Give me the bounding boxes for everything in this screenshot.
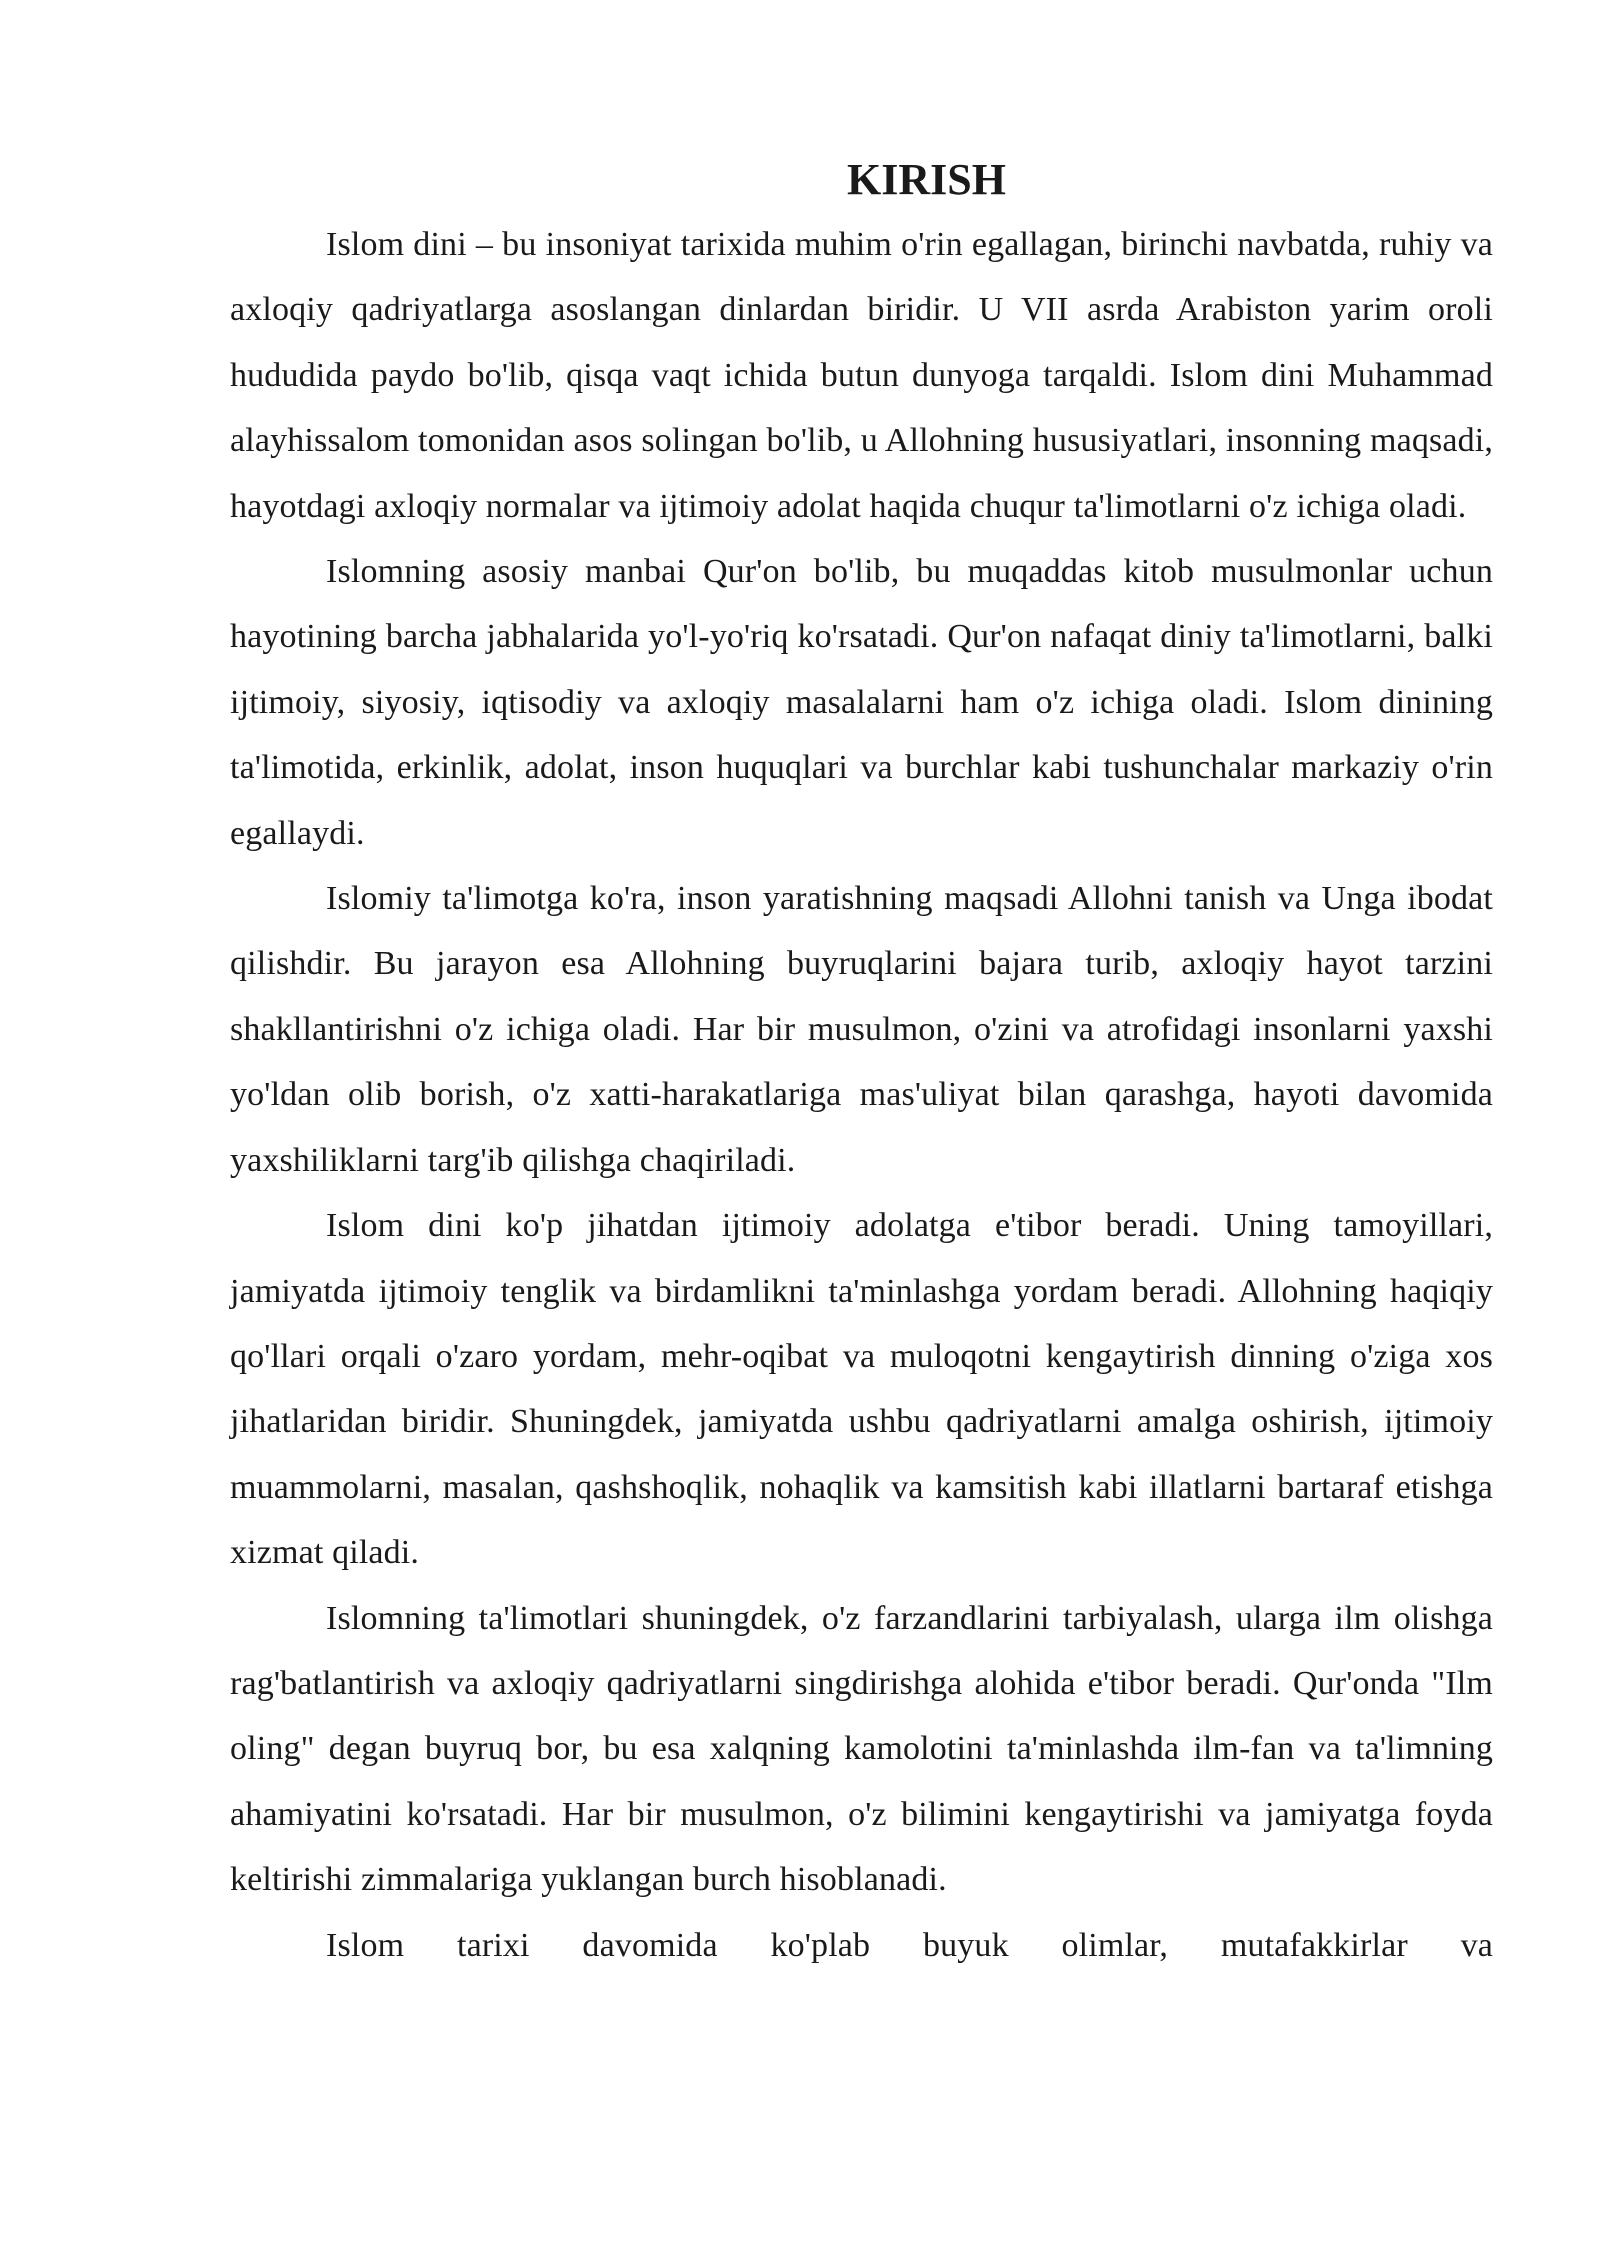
page-title: KIRISH bbox=[847, 155, 1006, 204]
paragraph-5: Islomning ta'limotlari shuningdek, o'z farzandlarini tarbiyalash, ularga ilm olishga rag'batlantirish va axloqiy qadriyatlarni singdirishga alohida e'tibor beradi. Qur'onda "Ilm oling" degan buyruq bor, bu esa xalqning kamolotini ta'minlashda ilm-fan va ta'limning ahamiyatini ko'rsatadi. Har bir musulmon, o'z bilimini kengaytirishi va jamiyatga foyda keltirishi zimmalariga yuklangan burch hisoblanadi. bbox=[230, 1599, 1493, 1899]
paragraph-3: Islomiy ta'limotga ko'ra, inson yaratishning maqsadi Allohni tanish va Unga ibodat qilishdir. Bu jarayon esa Allohning buyruqlarini bajara turib, axloqiy hayot tarzini shakllantirishni o'z ichiga oladi. Har bir musulmon, o'zini va atrofidagi insonlarni yaxshi yo'ldan olib borish, o'z xatti-harakatlariga mas'uliyat bilan qarashga, hayoti davomida yaxshiliklarni targ'ib qilishga chaqiriladi. bbox=[230, 880, 1493, 1179]
paragraph-4: Islom dini ko'p jihatdan ijtimoiy adolatga e'tibor beradi. Uning tamoyillari, jamiyatda ijtimoiy tenglik va birdamlikni ta'minlashga yordam beradi. Allohning haqiqiy qo'llari orqali o'zaro yordam, mehr-oqibat va muloqotni kengaytirish dinning o'ziga xos jihatlaridan biridir. Shuningdek, jamiyatda ushbu qadriyatlarni amalga oshirish, ijtimoiy muammolarni, masalan, qashshoqlik, nohaqlik va kamsitish kabi illatlarni bartaraf etishga xizmat qiladi. bbox=[230, 1207, 1493, 1572]
paragraph-6: Islom tarixi davomida ko'plab buyuk olimlar, mutafakkirlar va bbox=[326, 1926, 1493, 1964]
page-content bbox=[230, 150, 1493, 1978]
paragraph-1: Islom dini – bu insoniyat tarixida muhim o'rin egallagan, birinchi navbatda, ruhiy va axloqiy qadriyatlarga asoslangan dinlardan biridir. U VII asrda Arabiston yarim oroli hududida paydo bo'lib, qisqa vaqt ichida butun dunyoga tarqaldi. Islom dini Muhammad alayhissalom tomonidan asos solingan bo'lib, u Allohning hususiyatlari, insonning maqsadi, hayotdagi axloqiy normalar va ijtimoiy adolat haqida chuqur ta'limotlarni o'z ichiga oladi. bbox=[230, 226, 1493, 525]
paragraph-2: Islomning asosiy manbai Qur'on bo'lib, bu muqaddas kitob musulmonlar uchun hayotining barcha jabhalarida yo'l-yo'riq ko'rsatadi. Qur'on nafaqat diniy ta'limotlarni, balki ijtimoiy, siyosiy, iqtisodiy va axloqiy masalalarni ham o'z ichiga oladi. Islom dinining ta'limotida, erkinlik, adolat, inson huquqlari va burchlar kabi tushunchalar markaziy o'rin egallaydi. bbox=[230, 553, 1493, 852]
